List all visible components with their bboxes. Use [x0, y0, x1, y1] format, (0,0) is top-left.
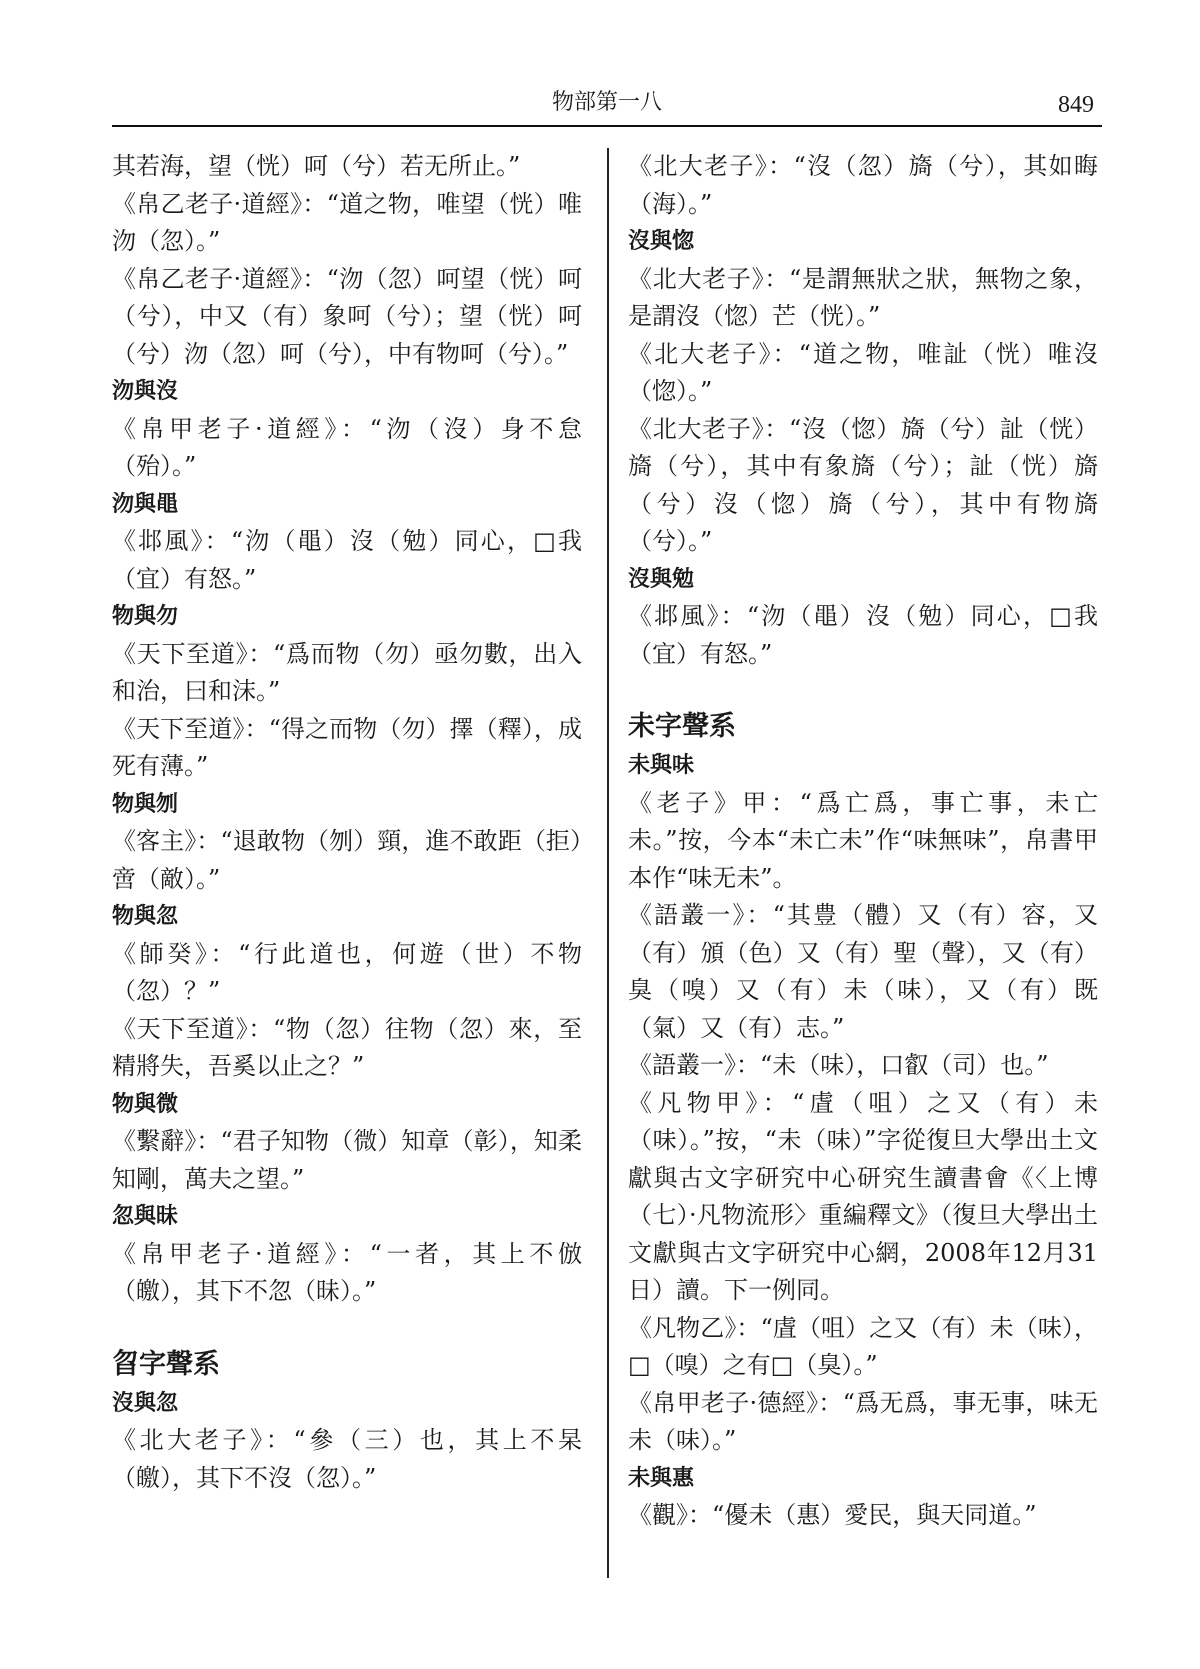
citation-paragraph: 《師癸》：“行此道也，何遊（世）不物（忽）？”: [112, 939, 582, 1005]
section-heading: 未字聲系: [628, 711, 736, 742]
citation-paragraph: 《語叢一》：“其豊（體）又（有）容，又（有）頒（色）又（有）聖（聲），又（有）臭（嗅）又（有）未（味），又（有）既（氣）又（有）志。”: [628, 901, 1098, 1042]
entry-heading: 物與勿: [112, 604, 179, 629]
citation-paragraph: 《凡物甲》：“虘（咀）之又（有）未（味）。”按，“未（味）”字從復旦大學出土文獻與古文字研究中心研究生讀書會《〈上博（七）·凡物流形〉重編釋文》（復旦大學出土文獻與古文字研究中心網，2008年12月31日）讀。下一例同。: [628, 1088, 1098, 1304]
running-title: 物部第一八: [551, 90, 662, 115]
header-rule: [112, 125, 1102, 127]
citation-paragraph: 《天下至道》：“爲而物（勿）亟勿數，出入和治，曰和沫。”: [112, 639, 582, 705]
entry-heading: 沒與勉: [628, 566, 695, 592]
entry-heading: 忽與昧: [112, 1204, 179, 1229]
citation-paragraph: 《帛甲老子·德經》：“爲无爲，事无事，味无未（味）。”: [628, 1388, 1098, 1454]
entry-heading: 沒與忽: [112, 1390, 179, 1416]
citation-paragraph: 《凡物乙》：“虘（咀）之又（有）未（味），□（嗅）之有□（臭）。”: [628, 1313, 1098, 1379]
citation-paragraph: 《北大老子》：“道之物，唯訨（恍）唯沒（惚）。”: [628, 339, 1098, 405]
citation-paragraph: 《天下至道》：“得之而物（勿）擇（釋），成死有薄。”: [112, 714, 582, 780]
citation-paragraph: 《邶風》：“沕（黽）沒（勉）同心，□我（宜）有怒。”: [112, 527, 582, 593]
citation-paragraph: 《天下至道》：“物（忽）往物（忽）來，至精將失，吾奚以止之？”: [112, 1014, 582, 1080]
citation-paragraph: 《老子》甲：“爲亡爲，事亡事，未亡未。”按，今本“未亡未”作“味無味”，帛書甲本作“味无未”。: [628, 788, 1098, 892]
citation-paragraph: 《帛甲老子·道經》：“沕（沒）身不怠（殆）。”: [112, 414, 582, 480]
citation-paragraph: 《帛甲老子·道經》：“一者，其上不倣（皦），其下不忽（昧）。”: [112, 1239, 582, 1305]
citation-paragraph: 《客主》：“退敢物（刎）頸，進不敢距（拒）啻（敵）。”: [112, 827, 582, 893]
citation-paragraph: 《北大老子》：“是謂無狀之狀，無物之象，是謂沒（惚）芒（恍）。”: [628, 264, 1098, 330]
page-number: 849: [1058, 92, 1094, 118]
citation-paragraph: 《帛乙老子·道經》：“沕（忽）呵望（恍）呵（兮），中又（有）象呵（兮）；望（恍）呵（兮）沕（忽）呵（兮），中有物呵（兮）。”: [112, 264, 582, 368]
section-heading: 㫚字聲系: [112, 1348, 220, 1380]
entry-heading: 物與刎: [112, 791, 179, 817]
entry-heading: 沒與惚: [628, 229, 695, 254]
entry-heading: 物與微: [112, 1091, 179, 1117]
citation-paragraph: 《邶風》：“沕（黽）沒（勉）同心，□我（宜）有怒。”: [628, 602, 1098, 668]
citation-paragraph: 《繫辭》：“君子知物（微）知章（彰），知柔知剛，萬夫之望。”: [112, 1127, 582, 1193]
entry-heading: 未與味: [628, 753, 695, 778]
column-divider: [607, 148, 609, 1578]
entry-heading: 沕與黽: [112, 491, 179, 517]
page-header: [112, 88, 1102, 128]
entry-heading: 物與忽: [112, 904, 179, 929]
citation-paragraph: 《語叢一》：“未（味），口叡（司）也。”: [628, 1051, 1049, 1079]
citation-paragraph: 《北大老子》：“參（三）也，其上不杲（皦），其下不沒（忽）。”: [112, 1426, 582, 1492]
citation-paragraph: 《北大老子》：“沒（忽）旖（兮），其如晦（海）。”: [628, 152, 1098, 218]
right-column: [628, 148, 1098, 1535]
entry-heading: 沕與沒: [112, 379, 179, 404]
citation-paragraph: 《觀》：“優未（惠）愛民，與天同道。”: [628, 1501, 1037, 1529]
citation-paragraph: 《帛乙老子·道經》：“道之物，唯望（恍）唯沕（忽）。”: [112, 189, 582, 255]
entry-heading: 未與惠: [628, 1465, 695, 1491]
citation-paragraph: 《北大老子》：“沒（惚）旖（兮）訨（恍）旖（兮），其中有象旖（兮）；訨（恍）旖（兮）沒（惚）旖（兮），其中有物旖（兮）。”: [628, 414, 1098, 555]
citation-paragraph: 其若海，望（恍）呵（兮）若无所止。”: [112, 152, 521, 180]
left-column: [112, 148, 582, 1497]
